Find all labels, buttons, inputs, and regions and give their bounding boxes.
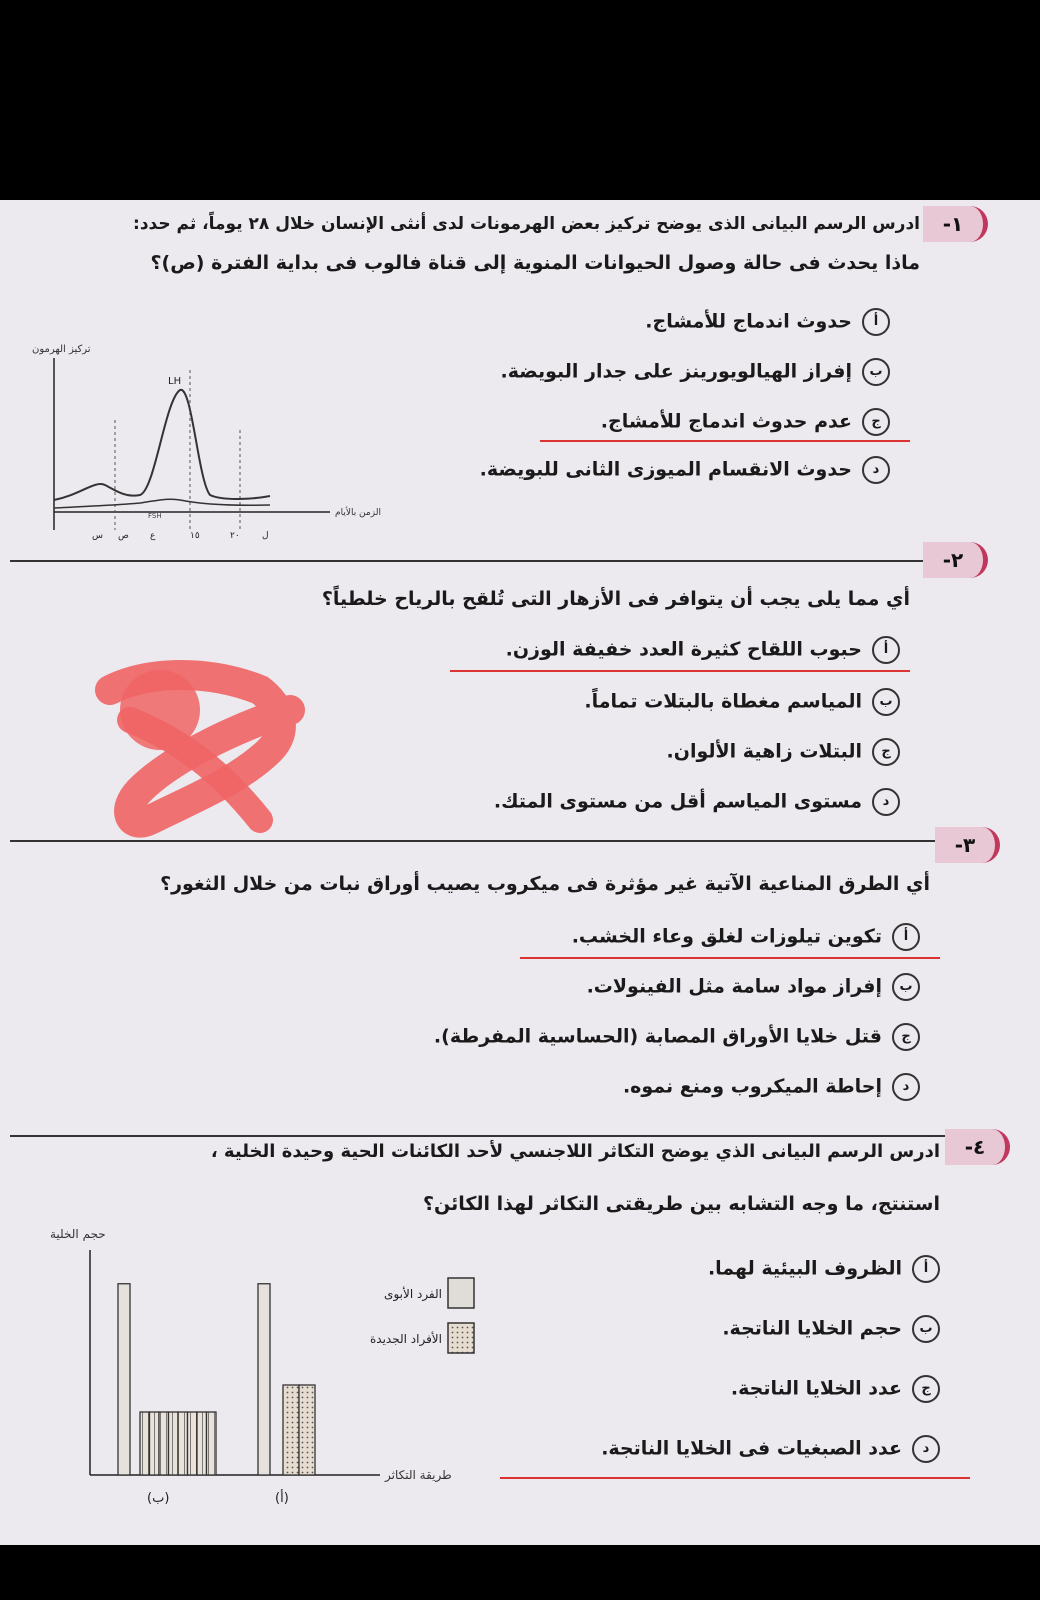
option-d[interactable] <box>623 1073 920 1101</box>
new-cell-bar-b <box>178 1412 188 1475</box>
option-c[interactable] <box>731 1375 940 1403</box>
separator <box>10 1135 970 1137</box>
option-d[interactable] <box>494 788 900 816</box>
answer-underline <box>450 670 910 672</box>
new-cell-bar-a <box>283 1385 299 1475</box>
option-letter: ج <box>912 1375 940 1403</box>
tick-label: ١٥ <box>190 531 200 541</box>
fsh-curve <box>54 499 270 508</box>
option-letter: ب <box>862 358 890 386</box>
exam-page <box>0 200 1040 1545</box>
chart-ylabel: حجم الخلية <box>50 1227 106 1241</box>
question-number: ١- <box>923 206 988 242</box>
legend-new-swatch <box>448 1323 474 1353</box>
separator <box>10 560 940 562</box>
option-letter: ب <box>892 973 920 1001</box>
option-text: المياسم مغطاة بالبتلات تماماً. <box>584 690 862 713</box>
legend-parent-swatch <box>448 1278 474 1308</box>
option-text: الظروف البيئية لهما. <box>707 1257 902 1280</box>
tick-label: ع <box>150 531 156 541</box>
cell-size-chart <box>40 1220 490 1510</box>
new-cell-bar-b <box>197 1412 207 1475</box>
option-text: إفراز مواد سامة مثل الفينولات. <box>586 975 882 998</box>
option-d[interactable] <box>601 1435 940 1463</box>
option-a[interactable] <box>572 923 920 951</box>
option-text: إحاطة الميكروب ومنع نموه. <box>622 1075 882 1098</box>
question-number: ٢- <box>923 542 988 578</box>
option-text: حبوب اللقاح كثيرة العدد خفيفة الوزن. <box>505 638 862 661</box>
option-c[interactable] <box>667 738 900 766</box>
group-label-b: (ب) <box>147 1491 170 1506</box>
option-letter: أ <box>862 308 890 336</box>
option-text: حجم الخلايا الناتجة. <box>722 1317 902 1340</box>
option-letter: ج <box>862 408 890 436</box>
question-stem: أي مما يلى يجب أن يتوافر فى الأزهار التى تُلقح بالرياح خلطياً؟ <box>321 588 910 610</box>
new-cell-bar-b <box>140 1412 150 1475</box>
option-a[interactable] <box>506 636 900 664</box>
option-b[interactable] <box>722 1315 940 1343</box>
lh-label: LH <box>168 376 182 387</box>
parent-cell-bar-b <box>118 1284 130 1475</box>
option-letter: د <box>872 788 900 816</box>
question-stem: استنتج، ما وجه التشابه بين طريقتى التكاثر لهذا الكائن؟ <box>422 1193 940 1215</box>
option-text: قتل خلايا الأوراق المصابة (الحساسية المفرطة). <box>433 1025 882 1048</box>
new-cell-bar-b <box>169 1412 179 1475</box>
group-a-bars <box>258 1284 315 1475</box>
option-letter: أ <box>872 636 900 664</box>
answer-underline <box>500 1477 970 1479</box>
option-text: البتلات زاهية الألوان. <box>666 740 862 763</box>
option-text: مستوى المياسم أقل من مستوى المتك. <box>493 790 862 813</box>
option-letter: أ <box>912 1255 940 1283</box>
group-label-a: (أ) <box>275 1491 289 1506</box>
question-stem: أي الطرق المناعية الآتية غير مؤثرة فى ميكروب يصيب أوراق نبات من خلال الثغور؟ <box>160 873 930 895</box>
legend-new: الأفراد الجديدة <box>370 1332 442 1346</box>
chart-xlabel: طريقة التكاثر <box>385 1468 452 1482</box>
group-b-bars <box>118 1284 216 1475</box>
tick-label: س <box>92 531 103 541</box>
new-cell-bar-a <box>299 1385 315 1475</box>
legend-parent: الفرد الأبوى <box>384 1287 442 1301</box>
chart-ylabel: تركيز الهرمون <box>32 344 91 355</box>
option-b[interactable] <box>501 358 891 386</box>
new-cell-bar-b <box>150 1412 160 1475</box>
question-stem: ادرس الرسم البيانى الذى يوضح تركيز بعض الهرمونات لدى أنثى الإنسان خلال ٢٨ يوماً، ثم حدد: <box>133 214 920 234</box>
hormone-chart <box>30 340 381 550</box>
option-text: عدد الصبغيات فى الخلايا الناتجة. <box>601 1437 902 1460</box>
parent-cell-bar-a <box>258 1284 270 1475</box>
option-b[interactable] <box>584 688 900 716</box>
new-cell-bar-b <box>207 1412 217 1475</box>
option-text: حدوث الانقسام الميوزى الثانى للبويضة. <box>479 458 852 481</box>
option-letter: أ <box>892 923 920 951</box>
option-letter: ج <box>892 1023 920 1051</box>
fsh-label: FSH <box>148 512 162 520</box>
question-stem: ادرس الرسم البيانى الذي يوضح التكاثر اللاجنسي لأحد الكائنات الحية وحيدة الخلية ، <box>210 1141 940 1162</box>
answer-underline <box>540 440 910 442</box>
option-a[interactable] <box>708 1255 940 1283</box>
option-c[interactable] <box>434 1023 920 1051</box>
option-letter: ب <box>872 688 900 716</box>
option-d[interactable] <box>480 456 890 484</box>
option-c[interactable] <box>601 408 890 436</box>
option-a[interactable] <box>645 308 890 336</box>
option-letter: د <box>912 1435 940 1463</box>
tick-label: ل <box>262 531 269 541</box>
option-letter: د <box>892 1073 920 1101</box>
option-b[interactable] <box>587 973 920 1001</box>
option-text: حدوث اندماج للأمشاج. <box>645 310 852 333</box>
option-text: عدد الخلايا الناتجة. <box>730 1377 902 1400</box>
chart-xlabel: الزمن بالأيام <box>335 508 381 518</box>
question-number: ٣- <box>935 827 1000 863</box>
lh-curve <box>54 390 270 500</box>
new-cell-bar-b <box>159 1412 169 1475</box>
option-text: تكوين تيلوزات لغلق وعاء الخشب. <box>571 925 882 948</box>
option-text: إفراز الهيالويورينز على جدار البويضة. <box>500 360 852 383</box>
option-letter: د <box>862 456 890 484</box>
option-text: عدم حدوث اندماج للأمشاج. <box>600 410 852 433</box>
question-stem: ماذا يحدث فى حالة وصول الحيوانات المنوية إلى قناة فالوب فى بداية الفترة (ص)؟ <box>150 252 920 274</box>
tick-label: ص <box>118 531 129 541</box>
question-number: ٤- <box>945 1129 1010 1165</box>
answer-underline <box>520 957 940 959</box>
redaction-scribble <box>90 650 320 850</box>
separator <box>10 840 950 842</box>
tick-label: ٢٠ <box>230 531 240 541</box>
new-cell-bar-b <box>188 1412 198 1475</box>
option-letter: ب <box>912 1315 940 1343</box>
option-letter: ج <box>872 738 900 766</box>
